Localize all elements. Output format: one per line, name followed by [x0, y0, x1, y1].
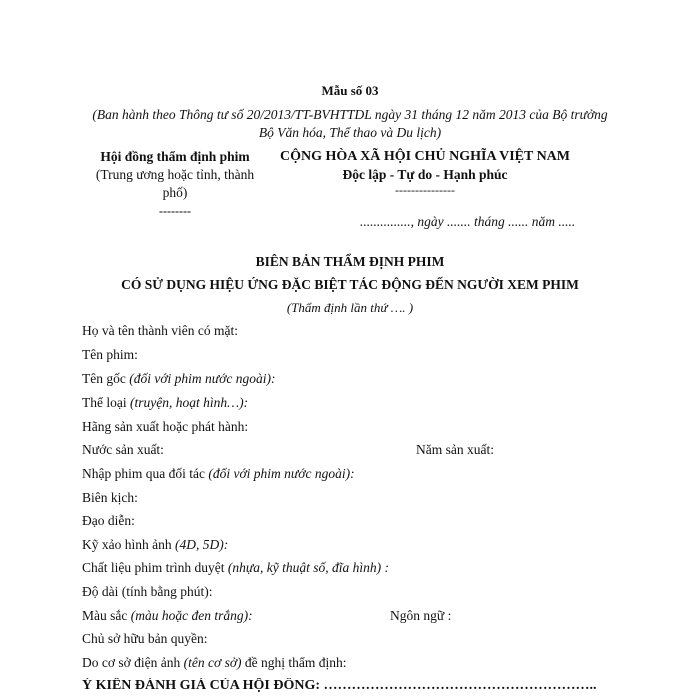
field-genre-note: (truyện, hoạt hình…): [129, 395, 249, 410]
field-duration: Độ dài (tính bằng phút): [82, 584, 213, 599]
field-genre-label: Thể loại [82, 395, 130, 410]
field-submission-material-label: Chất liệu phim trình duyệt [82, 560, 228, 575]
organization-subtitle-line-1: (Trung ương hoặc tỉnh, thành [95, 167, 255, 182]
field-original-name [82, 371, 275, 387]
form-code: Mẫu số 03 [321, 83, 379, 98]
field-members: Họ và tên thành viên có mặt: [82, 323, 238, 338]
date-line: ..............., ngày ....... tháng ...... năm ..... [360, 214, 576, 229]
field-color-label: Màu sắc [82, 608, 131, 623]
field-visual-effects-note: (4D, 5D): [174, 537, 229, 552]
organization-subtitle-line-2: phố) [162, 185, 188, 200]
field-requested-by-note: (tên cơ sở) [183, 655, 242, 670]
field-requested-by [82, 655, 347, 671]
field-import-partner-label: Nhập phim qua đối tác [82, 466, 209, 481]
appraisal-round: (Thẩm định lần thứ …. ) [286, 300, 414, 315]
organization-name: Hội đồng thẩm định phim [100, 149, 250, 164]
national-motto: Độc lập - Tự do - Hạnh phúc [342, 167, 508, 182]
field-requested-by-tail: đề nghị thẩm định: [241, 655, 347, 670]
field-submission-material-note: (nhựa, kỹ thuật số, đĩa hình) : [227, 560, 389, 575]
field-color [82, 608, 253, 624]
field-color-note: (màu hoặc đen trắng): [130, 608, 253, 623]
council-opinion-heading: Ý KIẾN ĐÁNH GIÁ CỦA HỘI ĐỒNG: ………………………………………………….. [82, 678, 597, 693]
issuance-note-line-2: Bộ Văn hóa, Thể thao và Du lịch) [258, 125, 442, 140]
issuance-note-line-1: (Ban hành theo Thông tư số 20/2013/TT-BVHTTDL ngày 31 tháng 12 năm 2013 của Bộ trưởng [92, 107, 608, 122]
field-visual-effects [82, 537, 228, 553]
field-language: Ngôn ngữ : [390, 608, 452, 623]
field-visual-effects-label: Kỹ xảo hình ảnh [82, 537, 175, 552]
field-import-partner-note: (đối với phim nước ngoài): [208, 466, 355, 481]
field-copyright-owner: Chủ sở hữu bản quyền: [82, 631, 208, 646]
field-genre [82, 395, 248, 411]
organization-subtitle [80, 166, 270, 202]
field-screenwriter: Biên kịch: [82, 490, 138, 505]
nation-name: CỘNG HÒA XÃ HỘI CHỦ NGHĨA VIỆT NAM [279, 149, 570, 164]
field-original-name-note: (đối với phim nước ngoài): [129, 371, 276, 386]
field-year: Năm sản xuất: [416, 442, 494, 457]
document-title: BIÊN BẢN THẨM ĐỊNH PHIM [255, 254, 445, 269]
field-import-partner [82, 466, 355, 482]
issuance-note [75, 106, 625, 142]
field-submission-material [82, 560, 389, 576]
organization-divider: -------- [159, 204, 191, 218]
field-requested-by-label: Do cơ sở điện ảnh [82, 655, 184, 670]
motto-divider: --------------- [395, 183, 455, 197]
national-heading [275, 148, 575, 196]
field-film-name: Tên phim: [82, 347, 138, 362]
field-original-name-label: Tên gốc [82, 371, 130, 386]
field-director: Đạo diễn: [82, 513, 135, 528]
document-subtitle: CÓ SỬ DỤNG HIỆU ỨNG ĐẶC BIỆT TÁC ĐỘNG ĐẾN NGƯỜI XEM PHIM [121, 277, 579, 292]
organization-block [80, 148, 270, 220]
field-country: Nước sản xuất: [82, 442, 164, 457]
field-producer: Hãng sản xuất hoặc phát hành: [82, 419, 249, 434]
